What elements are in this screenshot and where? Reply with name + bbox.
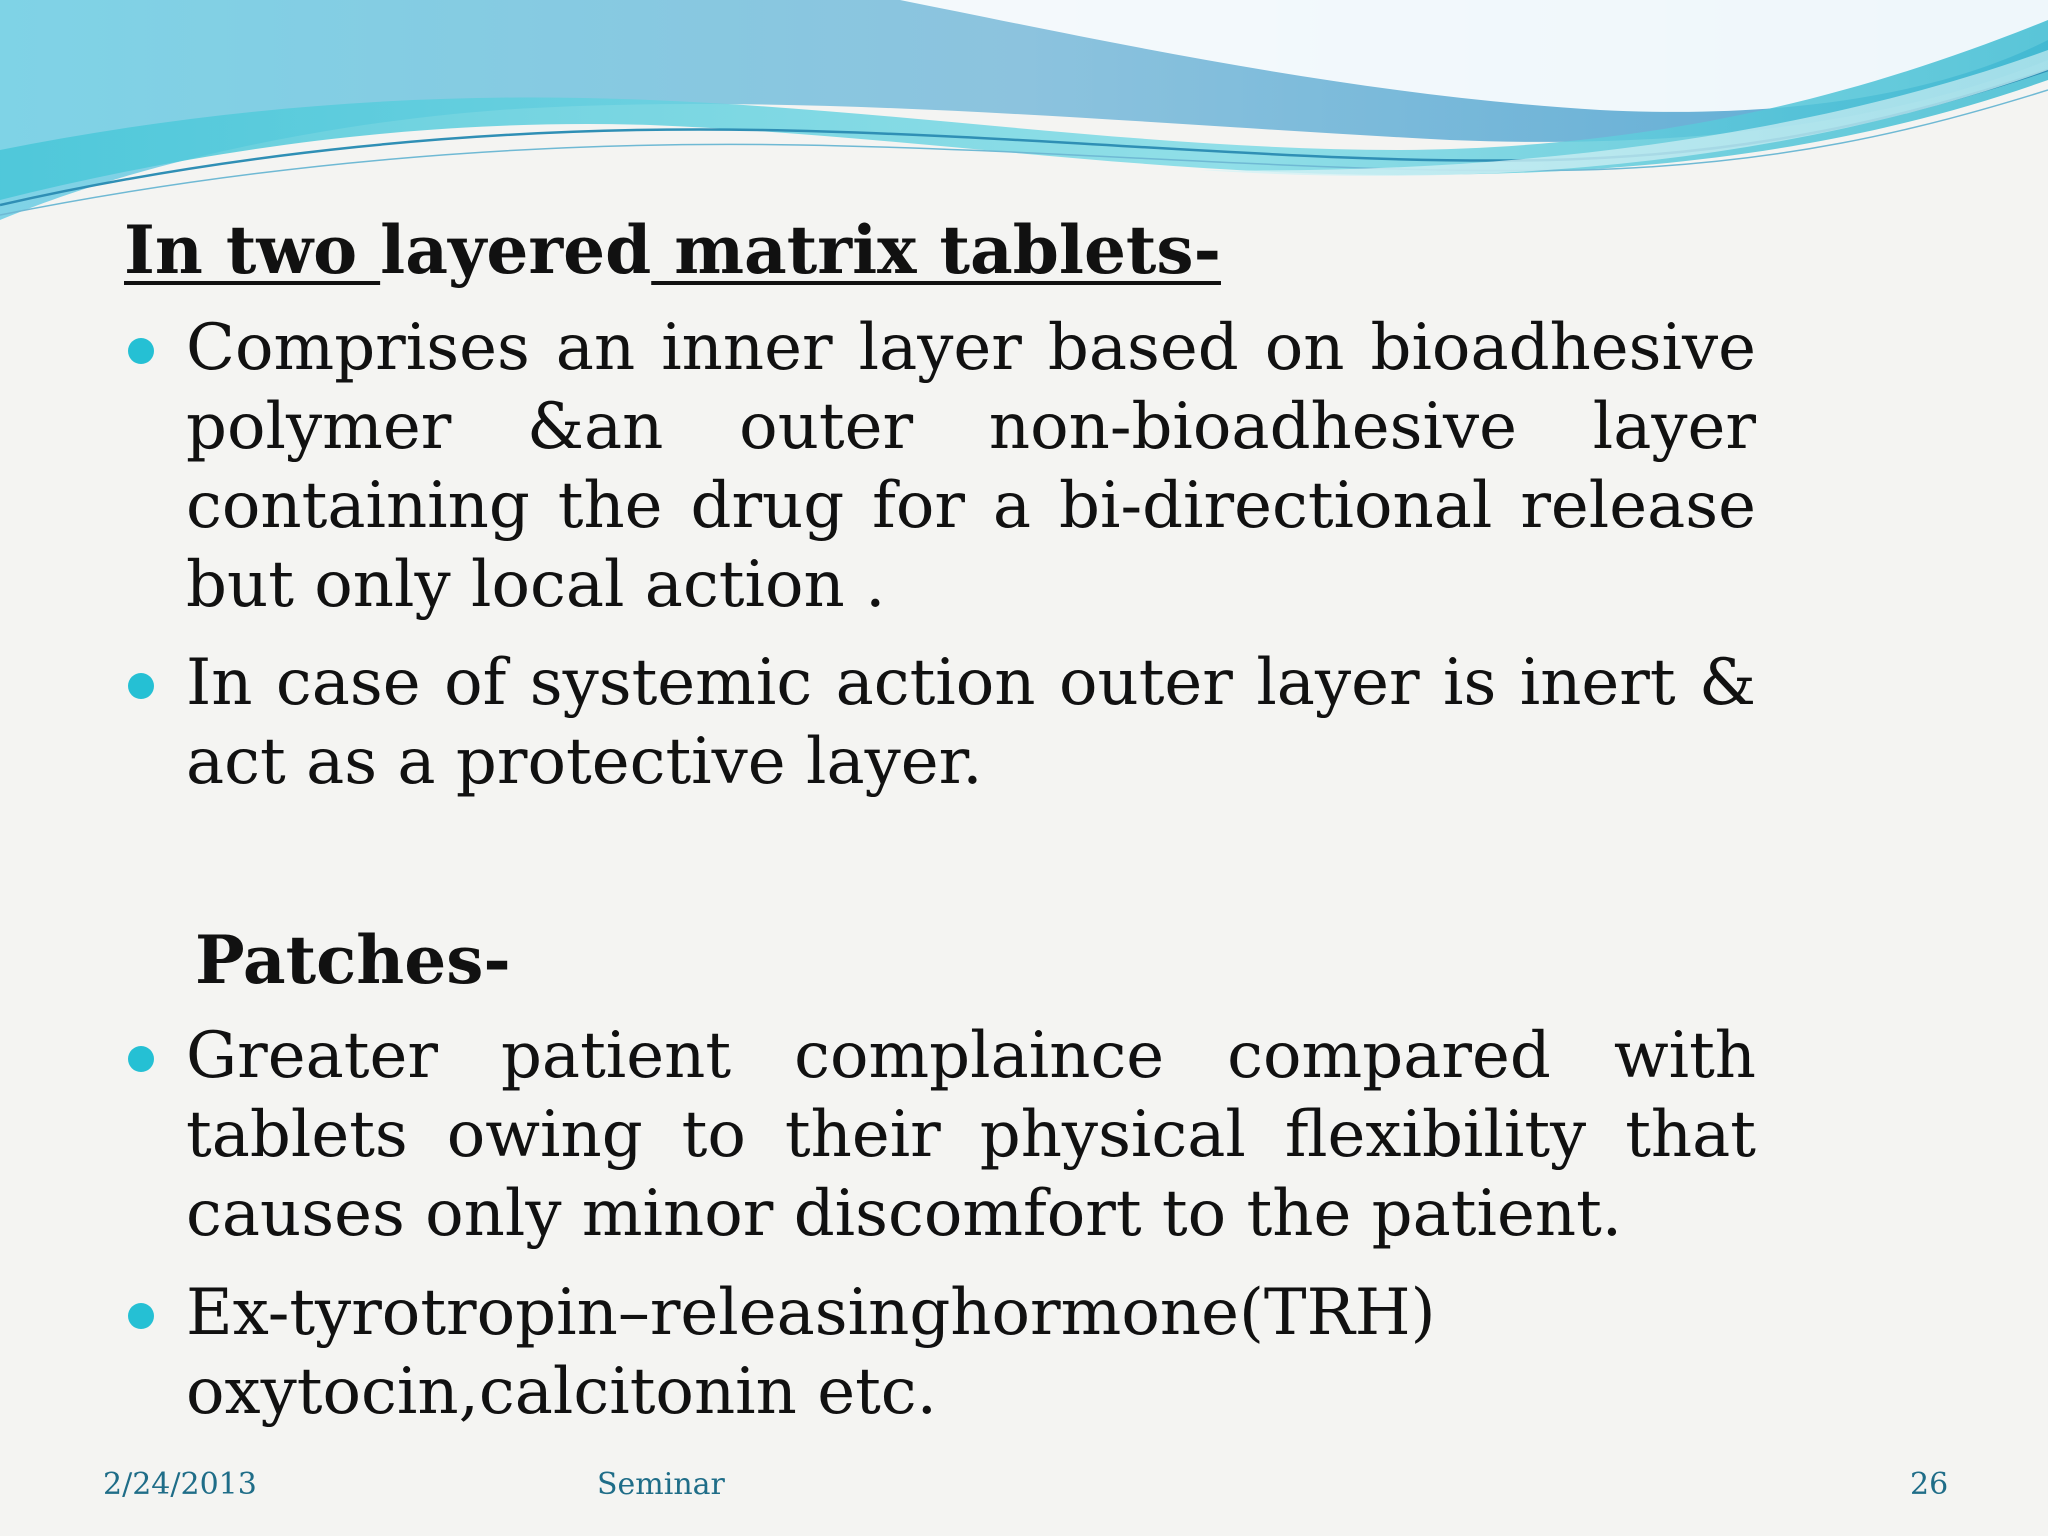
- footer-date: 2/24/2013: [103, 1467, 257, 1502]
- section-heading-two-layered-matrix-tablets: [124, 210, 1221, 290]
- bullet-icon: [128, 1046, 154, 1072]
- bullet-examples: [186, 1274, 1806, 1432]
- heading-part-3: matrix tablets-: [651, 211, 1221, 289]
- heading-part-2: layered: [380, 211, 652, 289]
- bullet-examples-text: Ex-tyrotropin–releasinghormone(TRH) oxytocin,calcitonin etc.: [186, 1276, 1436, 1429]
- bullet-icon: [128, 673, 154, 699]
- bullet-systemic-action: In case of systemic action outer layer is inert & act as a protective layer.: [186, 646, 1756, 799]
- heading-part-1: In two: [124, 211, 381, 289]
- footer-title: Seminar: [597, 1467, 725, 1502]
- bullet-greater-patient-compliance: Greater patient complaince compared with tablets owing to their physical flexibility that causes only minor discomfort to the patient.: [186, 1019, 1756, 1251]
- bullet-comprises-inner-layer: Comprises an inner layer based on bioadhesive polymer &an outer non-bioadhesive layer containing the drug for a bi-directional release but only local action .: [186, 311, 1756, 622]
- bullet-icon: [128, 1303, 154, 1329]
- bullet-icon: [128, 338, 154, 364]
- slide-number: 26: [1910, 1467, 1949, 1502]
- section-heading-patches: Patches-: [195, 921, 511, 999]
